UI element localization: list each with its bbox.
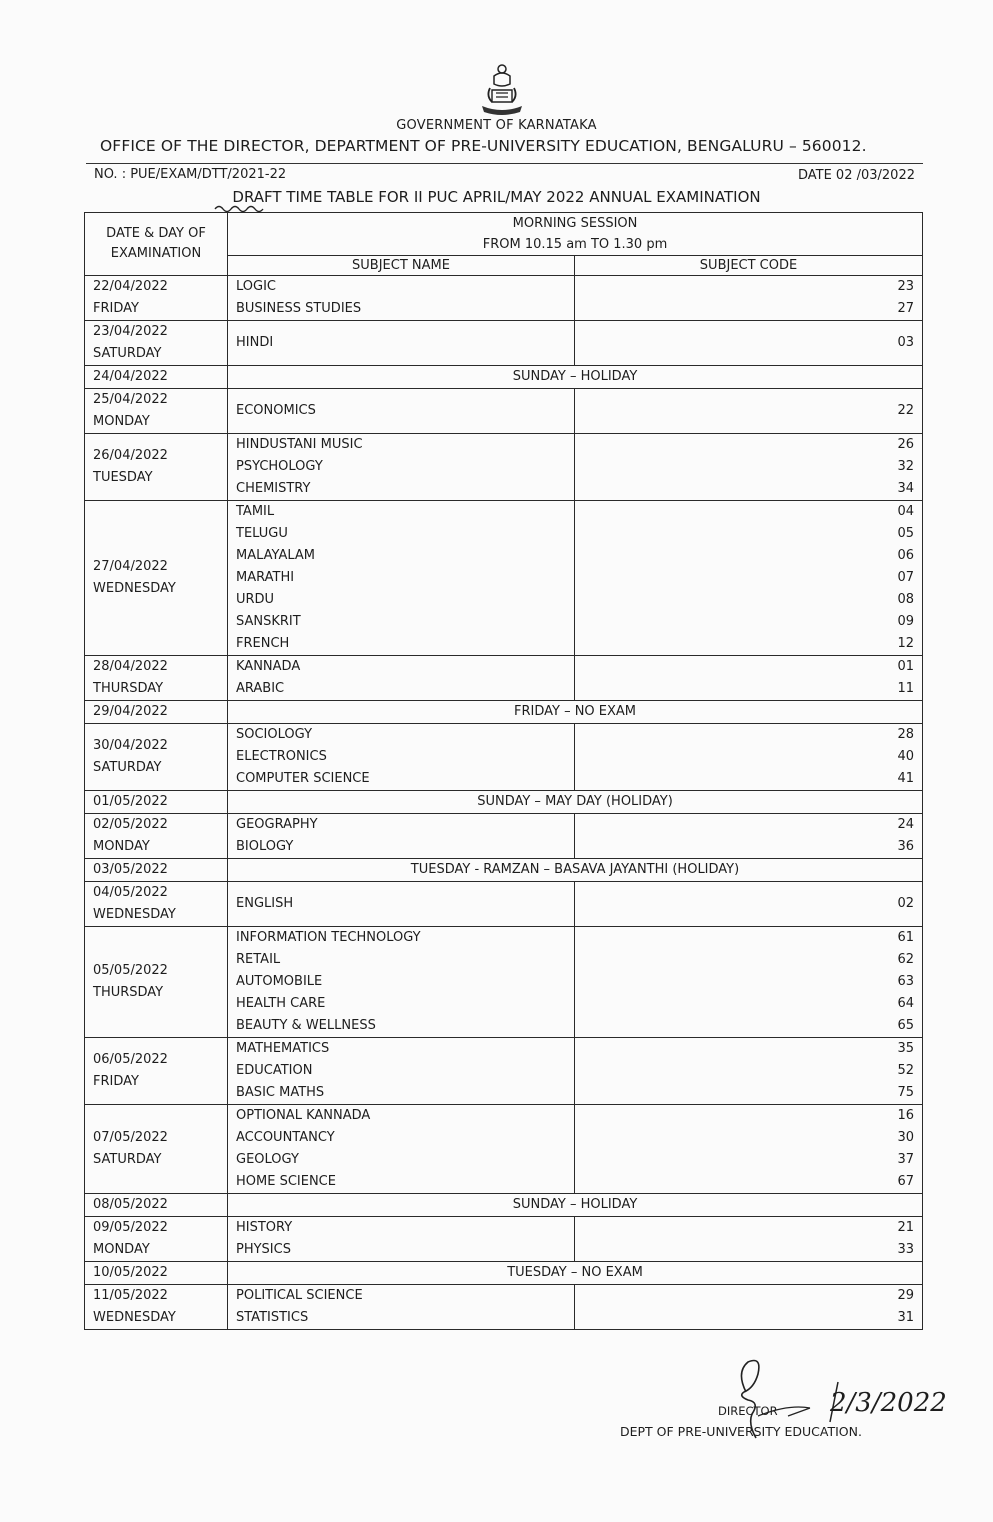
- holiday-note: TUESDAY – NO EXAM: [228, 1262, 923, 1285]
- exam-date: 09/05/2022: [93, 1220, 168, 1235]
- subject-name: MATHEMATICS: [236, 1041, 330, 1056]
- exam-date-cell: [85, 927, 228, 1038]
- subject-code: 23: [897, 279, 915, 294]
- code-cell: [575, 724, 923, 791]
- exam-date-cell: [85, 276, 228, 321]
- signature-date: 2/3/2022: [830, 1388, 947, 1418]
- code-cell: [575, 389, 923, 434]
- exam-date-cell: [85, 1217, 228, 1262]
- subject-cell: [228, 656, 575, 701]
- subject-name: EDUCATION: [236, 1063, 313, 1078]
- document-title: DRAFT TIME TABLE FOR II PUC APRIL/MAY 2022 ANNUAL EXAMINATION: [232, 188, 761, 206]
- table-row: [85, 927, 923, 1038]
- exam-date-cell: [85, 656, 228, 701]
- holiday-note: SUNDAY – HOLIDAY: [228, 366, 923, 389]
- holiday-note: FRIDAY – NO EXAM: [228, 701, 923, 724]
- subject-name: BASIC MATHS: [236, 1085, 325, 1100]
- subject-name: MARATHI: [236, 570, 295, 585]
- exam-date-cell: [85, 701, 228, 724]
- code-cell: [575, 1285, 923, 1330]
- code-cell: [575, 882, 923, 927]
- exam-date-cell: [85, 501, 228, 656]
- subject-name: BUSINESS STUDIES: [236, 301, 362, 316]
- exam-day: FRIDAY: [93, 301, 139, 316]
- subject-code: 62: [897, 952, 915, 967]
- reference-number: NO. : PUE/EXAM/DTT/2021-22: [94, 167, 287, 182]
- exam-day: SATURDAY: [93, 1152, 162, 1167]
- subject-name: GEOLOGY: [236, 1152, 299, 1167]
- subject-name: URDU: [236, 592, 275, 607]
- subject-name: SANSKRIT: [236, 614, 301, 629]
- subject-code: 08: [897, 592, 915, 607]
- table-row: [85, 724, 923, 791]
- subject-name: HEALTH CARE: [236, 996, 326, 1011]
- session-label: MORNING SESSION: [512, 216, 638, 231]
- subject-code: 07: [897, 570, 915, 585]
- subject-code: 35: [897, 1041, 915, 1056]
- table-row: [85, 882, 923, 927]
- subject-name: HINDUSTANI MUSIC: [236, 437, 363, 452]
- holiday-note: SUNDAY – MAY DAY (HOLIDAY): [228, 791, 923, 814]
- code-cell: [575, 434, 923, 501]
- subject-cell: [228, 389, 575, 434]
- subject-code: 31: [897, 1310, 915, 1325]
- subject-code: 26: [897, 437, 915, 452]
- subject-cell: [228, 1038, 575, 1105]
- subject-code: 33: [897, 1242, 915, 1257]
- exam-day: TUESDAY: [93, 470, 153, 485]
- subject-code: 06: [897, 548, 915, 563]
- exam-date-cell: [85, 389, 228, 434]
- exam-day: WEDNESDAY: [93, 1310, 176, 1325]
- subject-name: STATISTICS: [236, 1310, 309, 1325]
- table-row: [85, 1262, 923, 1285]
- subject-code: 28: [897, 727, 915, 742]
- subject-cell: [228, 1285, 575, 1330]
- subject-name: BIOLOGY: [236, 839, 294, 854]
- code-cell: [575, 276, 923, 321]
- table-row: [85, 434, 923, 501]
- subject-code: 40: [897, 749, 915, 764]
- exam-day: THURSDAY: [93, 985, 164, 1000]
- exam-date: 24/04/2022: [93, 369, 168, 384]
- subject-name: BEAUTY & WELLNESS: [236, 1018, 376, 1033]
- subject-code: 41: [897, 771, 915, 786]
- subject-code: 75: [897, 1085, 915, 1100]
- subject-code: 01: [897, 659, 915, 674]
- exam-date-cell: [85, 882, 228, 927]
- subject-name: POLITICAL SCIENCE: [236, 1288, 363, 1303]
- subject-code: 64: [897, 996, 915, 1011]
- subject-name: TAMIL: [236, 504, 275, 519]
- subject-cell: [228, 434, 575, 501]
- exam-day: SATURDAY: [93, 346, 162, 361]
- exam-date: 25/04/2022: [93, 392, 168, 407]
- holiday-note: SUNDAY – HOLIDAY: [228, 1194, 923, 1217]
- exam-date: 08/05/2022: [93, 1197, 168, 1212]
- subject-code: 67: [897, 1174, 915, 1189]
- exam-date: 04/05/2022: [93, 885, 168, 900]
- table-row: [85, 814, 923, 859]
- subject-cell: [228, 724, 575, 791]
- exam-date-cell: [85, 1285, 228, 1330]
- subject-cell: [228, 1105, 575, 1194]
- exam-date: 11/05/2022: [93, 1288, 168, 1303]
- exam-date: 03/05/2022: [93, 862, 168, 877]
- subject-code: 27: [897, 301, 915, 316]
- subject-code: 16: [897, 1108, 915, 1123]
- subject-code: 12: [897, 636, 915, 651]
- holiday-note: TUESDAY - RAMZAN – BASAVA JAYANTHI (HOLIDAY): [228, 859, 923, 882]
- subject-cell: [228, 814, 575, 859]
- table-row: [85, 321, 923, 366]
- subject-code: 36: [897, 839, 915, 854]
- subject-name: ECONOMICS: [236, 403, 316, 418]
- exam-date-cell: [85, 1262, 228, 1285]
- director-label: DIRECTOR: [718, 1404, 778, 1418]
- subject-name: KANNADA: [236, 659, 301, 674]
- subject-name: ARABIC: [236, 681, 285, 696]
- exam-date: 10/05/2022: [93, 1265, 168, 1280]
- timetable: [84, 212, 923, 1330]
- code-cell: [575, 1105, 923, 1194]
- subject-cell: [228, 882, 575, 927]
- table-row: [85, 1194, 923, 1217]
- subject-code: 61: [897, 930, 915, 945]
- exam-date-cell: [85, 724, 228, 791]
- exam-date-cell: [85, 434, 228, 501]
- exam-day: SATURDAY: [93, 760, 162, 775]
- subject-name: TELUGU: [236, 526, 288, 541]
- subject-name: ACCOUNTANCY: [236, 1130, 335, 1145]
- code-cell: [575, 1038, 923, 1105]
- subject-code: 29: [897, 1288, 915, 1303]
- subject-name: HOME SCIENCE: [236, 1174, 336, 1189]
- subject-code: 63: [897, 974, 915, 989]
- subject-name: OPTIONAL KANNADA: [236, 1108, 371, 1123]
- subject-cell: [228, 276, 575, 321]
- subject-code: 24: [897, 817, 915, 832]
- subject-code: 03: [897, 335, 915, 350]
- subject-name: COMPUTER SCIENCE: [236, 771, 370, 786]
- table-row: [85, 1105, 923, 1194]
- table-row: [85, 791, 923, 814]
- exam-date-cell: [85, 814, 228, 859]
- subject-name: ELECTRONICS: [236, 749, 327, 764]
- exam-date: 02/05/2022: [93, 817, 168, 832]
- document-date: DATE 02 /03/2022: [797, 168, 915, 183]
- table-row: [85, 501, 923, 656]
- table-row: [85, 859, 923, 882]
- table-row: [85, 656, 923, 701]
- code-cell: [575, 321, 923, 366]
- code-cell: [575, 927, 923, 1038]
- exam-date: 07/05/2022: [93, 1130, 168, 1145]
- subject-name: SOCIOLOGY: [236, 727, 313, 742]
- exam-date-cell: [85, 366, 228, 389]
- subject-name: PHYSICS: [236, 1242, 291, 1257]
- subject-code: 11: [897, 681, 915, 696]
- subject-name: ENGLISH: [236, 896, 294, 911]
- exam-day: THURSDAY: [93, 681, 164, 696]
- subject-cell: [228, 321, 575, 366]
- code-cell: [575, 656, 923, 701]
- exam-date-cell: [85, 1194, 228, 1217]
- table-row: [85, 366, 923, 389]
- table-row: [85, 389, 923, 434]
- exam-date: 01/05/2022: [93, 794, 168, 809]
- column-header-code: SUBJECT CODE: [575, 256, 923, 276]
- exam-date: 29/04/2022: [93, 704, 168, 719]
- exam-day: MONDAY: [93, 1242, 150, 1257]
- subject-cell: [228, 501, 575, 656]
- subject-name: INFORMATION TECHNOLOGY: [236, 930, 421, 945]
- exam-date: 06/05/2022: [93, 1052, 168, 1067]
- exam-date: 27/04/2022: [93, 559, 168, 574]
- subject-name: PSYCHOLOGY: [236, 459, 323, 474]
- exam-date-cell: [85, 321, 228, 366]
- session-header: [228, 213, 923, 256]
- subject-name: GEOGRAPHY: [236, 817, 318, 832]
- exam-date-cell: [85, 859, 228, 882]
- exam-day: MONDAY: [93, 839, 150, 854]
- code-cell: [575, 814, 923, 859]
- subject-cell: [228, 927, 575, 1038]
- exam-date: 30/04/2022: [93, 738, 168, 753]
- subject-code: 05: [897, 526, 915, 541]
- table-row: [85, 1217, 923, 1262]
- subject-code: 21: [897, 1220, 915, 1235]
- table-row: [85, 1038, 923, 1105]
- subject-code: 34: [897, 481, 915, 496]
- table-row: [85, 276, 923, 321]
- subject-cell: [228, 1217, 575, 1262]
- exam-date-cell: [85, 1038, 228, 1105]
- column-header-subject: SUBJECT NAME: [228, 256, 575, 276]
- subject-code: 09: [897, 614, 915, 629]
- subject-name: CHEMISTRY: [236, 481, 311, 496]
- exam-day: WEDNESDAY: [93, 907, 176, 922]
- subject-code: 32: [897, 459, 915, 474]
- subject-name: AUTOMOBILE: [236, 974, 323, 989]
- subject-code: 52: [897, 1063, 915, 1078]
- code-cell: [575, 501, 923, 656]
- exam-date: 28/04/2022: [93, 659, 168, 674]
- column-header-date: DATE & DAY OF EXAMINATION: [85, 213, 228, 276]
- subject-name: HISTORY: [236, 1220, 293, 1235]
- subject-code: 04: [897, 504, 915, 519]
- session-time: FROM 10.15 am TO 1.30 pm: [482, 237, 668, 252]
- subject-code: 37: [897, 1152, 915, 1167]
- subject-name: RETAIL: [236, 952, 281, 967]
- exam-date-cell: [85, 791, 228, 814]
- subject-code: 65: [897, 1018, 915, 1033]
- subject-name: MALAYALAM: [236, 548, 316, 563]
- office-title: OFFICE OF THE DIRECTOR, DEPARTMENT OF PRE-UNIVERSITY EDUCATION, BENGALURU – 560012.: [100, 137, 867, 155]
- subject-name: HINDI: [236, 335, 274, 350]
- code-cell: [575, 1217, 923, 1262]
- exam-day: MONDAY: [93, 414, 150, 429]
- table-row: [85, 701, 923, 724]
- subject-name: FRENCH: [236, 636, 290, 651]
- exam-date: 23/04/2022: [93, 324, 168, 339]
- government-title: GOVERNMENT OF KARNATAKA: [396, 118, 597, 133]
- exam-day: WEDNESDAY: [93, 581, 176, 596]
- department-label: DEPT OF PRE-UNIVERSITY EDUCATION.: [620, 1424, 862, 1439]
- exam-date-cell: [85, 1105, 228, 1194]
- exam-date: 26/04/2022: [93, 448, 168, 463]
- subject-code: 22: [897, 403, 915, 418]
- exam-date: 05/05/2022: [93, 963, 168, 978]
- header-rule: [86, 163, 923, 164]
- exam-date: 22/04/2022: [93, 279, 168, 294]
- exam-day: FRIDAY: [93, 1074, 139, 1089]
- subject-name: LOGIC: [236, 279, 276, 294]
- state-emblem-icon: [474, 62, 530, 118]
- subject-code: 02: [897, 896, 915, 911]
- table-row: [85, 1285, 923, 1330]
- subject-code: 30: [897, 1130, 915, 1145]
